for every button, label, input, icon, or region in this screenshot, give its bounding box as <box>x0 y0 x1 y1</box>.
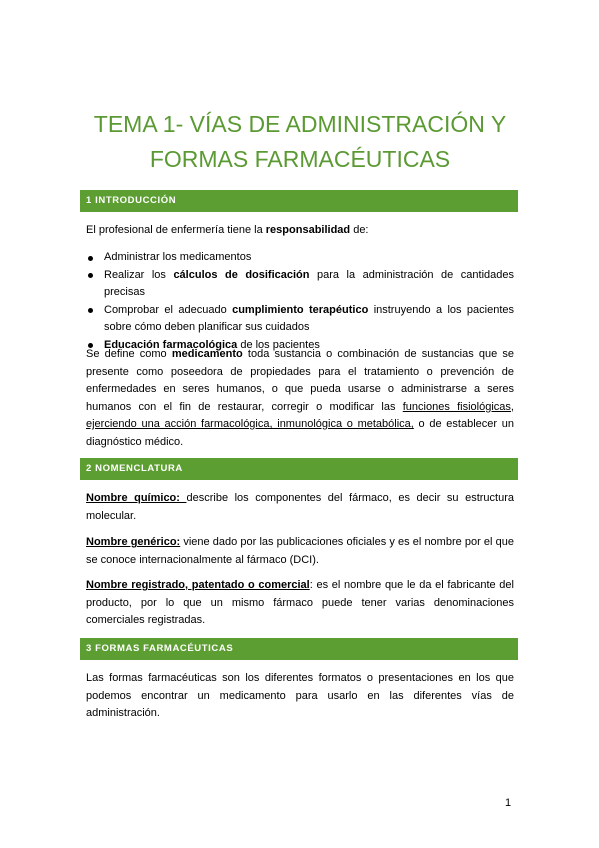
nombre-registrado-paragraph <box>86 577 514 630</box>
nombre-generico-paragraph <box>86 534 514 569</box>
intro-lead-text: El profesional de enfermería tiene la <box>86 224 266 236</box>
title-line-1: TEMA 1- VÍAS DE ADMINISTRACIÓN Y <box>93 111 507 137</box>
list-item-bold: cumplimiento terapéutico <box>232 303 369 316</box>
list-item <box>86 267 514 302</box>
intro-lead-bold: responsabilidad <box>265 224 351 236</box>
formas-farmaceuticas-paragraph: Las formas farmacéuticas son los diferentes formatos o presentaciones en los que podemos encontrar un medicamento para usarlo en las diferentes vías de administración. <box>86 672 514 719</box>
list-item-text: de los pacientes <box>237 338 320 351</box>
term-nombre-registrado: Nombre registrado, patentado o comercial <box>86 579 310 591</box>
intro-lead-paragraph <box>86 222 514 240</box>
section-heading-nomenclatura: 2 NOMENCLATURA <box>80 458 518 480</box>
term-nombre-quimico: Nombre químico: <box>86 492 187 504</box>
definition-text: Se define como <box>86 348 172 360</box>
term-description: : es el nombre que le da el fabricante del producto, por lo que un mismo fármaco puede tener varias denominaciones comerciales registradas. <box>86 579 514 626</box>
list-item-bold: Educación farmacológica <box>104 338 238 351</box>
definition-underlined: funciones fisiológicas, ejerciendo una acción farmacológica, inmunológica o metabólica, <box>86 400 514 430</box>
list-item-text: instruyendo a los pacientes sobre cómo deben planificar sus cuidados <box>104 303 515 333</box>
definition-text: o de establecer un diagnóstico médico. <box>86 418 514 448</box>
list-item <box>86 249 514 267</box>
section-heading-formas-farmaceuticas: 3 FORMAS FARMACÉUTICAS <box>80 638 518 660</box>
list-item-text: para la administración de cantidades precisas <box>104 268 514 298</box>
list-item <box>86 302 514 337</box>
definition-text: toda sustancia o combinación de sustancias que se presente como poseedora de propiedades para el tratamiento o prevención de enfermedades en seres humanos, o que pueda usarse o administrarse a seres humanos con el fin de restaurar, corregir o modificar las <box>86 348 514 413</box>
term-description: describe los componentes del fármaco, es decir su estructura molecular. <box>86 492 514 522</box>
medicamento-definition-paragraph <box>86 346 514 451</box>
definition-bold: medicamento <box>171 348 243 360</box>
responsibilities-list <box>86 249 514 354</box>
intro-lead-end: de: <box>350 224 369 236</box>
term-nombre-generico: Nombre genérico: <box>86 536 181 548</box>
list-item-bold: cálculos de dosificación <box>173 268 310 281</box>
list-item-text: Realizar los <box>104 268 174 281</box>
section-heading-introduccion: 1 INTRODUCCIÓN <box>80 190 518 212</box>
title-line-2: FORMAS FARMACÉUTICAS <box>149 146 451 172</box>
page-number: 1 <box>505 797 512 809</box>
nombre-quimico-paragraph <box>86 490 514 525</box>
list-item-text: Comprobar el adecuado <box>104 303 233 316</box>
term-description: viene dado por las publicaciones oficiales y es el nombre por el que se conoce internacionalmente al fármaco (DCI). <box>86 536 514 566</box>
document-title <box>80 107 520 177</box>
list-item-text: Administrar los medicamentos <box>104 251 252 263</box>
